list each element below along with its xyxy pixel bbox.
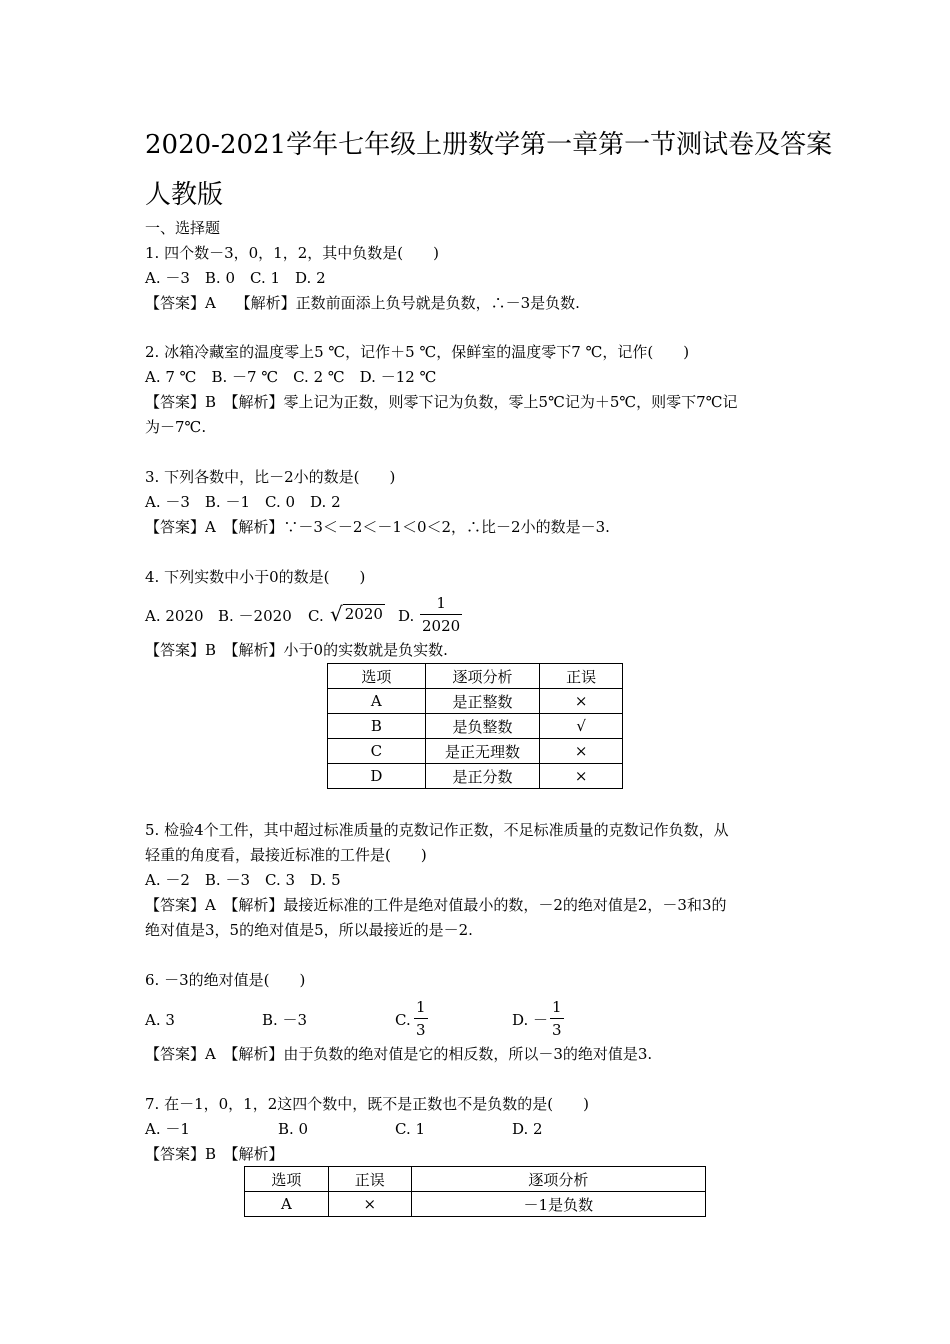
table-cell: × (540, 764, 623, 789)
q4-question: 4. 下列实数中小于0的数是( ) (145, 568, 366, 586)
q6-option-c-fraction (414, 996, 428, 1041)
section-heading: 一、选择题 (145, 219, 221, 237)
q1-question: 1. 四个数－3，0，1，2，其中负数是( ) (145, 244, 439, 262)
q7-option-c: C. 1 (395, 1120, 426, 1138)
q2-answer-line1: 【答案】B 【解析】零上记为正数，则零下记为负数，零上5℃记为＋5℃，则零下7℃记 (145, 393, 738, 411)
table-row (328, 714, 623, 739)
q4-option-d-label: D. (398, 607, 415, 625)
q4-option-d-denominator: 2020 (422, 617, 461, 635)
table-header-cell: 逐项分析 (411, 1167, 705, 1192)
q3-answer: 【答案】A 【解析】∵－3＜－2＜－1＜0＜2，∴比－2小的数是－3. (145, 518, 610, 536)
q5-question-line2: 轻重的角度看，最接近标准的工件是( ) (145, 846, 427, 864)
q4-option-c-sqrt: √ 2020 (330, 601, 383, 626)
q7-answer: 【答案】B 【解析】 (145, 1145, 284, 1163)
table-row (328, 764, 623, 789)
table-cell: B (328, 714, 426, 739)
q4-option-d-numerator: 1 (436, 594, 446, 612)
document-title-line2: 人教版 (145, 180, 224, 210)
table-header-cell: 正误 (540, 664, 623, 689)
table-header-cell: 选项 (245, 1167, 329, 1192)
q4-answer: 【答案】B 【解析】小于0的实数就是负实数. (145, 641, 448, 659)
document-title-line1: 2020-2021学年七年级上册数学第一章第一节测试卷及答案 (145, 130, 833, 160)
q4-analysis-table (327, 663, 623, 789)
q5-answer-line2: 绝对值是3，5的绝对值是5，所以最接近的是－2. (145, 921, 473, 939)
table-cell: A (328, 689, 426, 714)
table-cell: × (540, 739, 623, 764)
table-cell: 是正分数 (425, 764, 540, 789)
q6-question: 6. －3的绝对值是( ) (145, 971, 306, 989)
table-cell: 是正整数 (425, 689, 540, 714)
q6-option-d-numerator: 1 (552, 998, 562, 1016)
table-header-cell: 选项 (328, 664, 426, 689)
q3-options: A. －3 B. －1 C. 0 D. 2 (145, 493, 341, 511)
q2-options: A. 7 ℃ B. －7 ℃ C. 2 ℃ D. －12 ℃ (145, 368, 437, 386)
q6-option-c-label: C. (395, 1011, 411, 1029)
q6-answer: 【答案】A 【解析】由于负数的绝对值是它的相反数，所以－3的绝对值是3. (145, 1045, 653, 1063)
q4-option-b: B. －2020 (218, 607, 292, 625)
q2-question: 2. 冰箱冷藏室的温度零上5 ℃，记作＋5 ℃，保鲜室的温度零下7 ℃，记作( ) (145, 343, 690, 361)
q6-option-d-denominator: 3 (552, 1021, 562, 1039)
table-cell: × (540, 689, 623, 714)
q7-option-a: A. －1 (145, 1120, 190, 1138)
q7-option-b: B. 0 (278, 1120, 309, 1138)
q7-analysis-table (244, 1166, 706, 1217)
q7-question: 7. 在－1，0，1，2这四个数中，既不是正数也不是负数的是( ) (145, 1095, 589, 1113)
table-cell: 是负整数 (425, 714, 540, 739)
q4-option-c-radicand: 2020 (344, 605, 383, 623)
q5-options: A. －2 B. －3 C. 3 D. 5 (145, 871, 341, 889)
table-row (328, 689, 623, 714)
table-row (328, 739, 623, 764)
q2-answer-line2: 为－7℃. (145, 418, 207, 436)
table-header-row (328, 664, 623, 689)
table-cell: －1是负数 (411, 1192, 705, 1217)
table-header-row (245, 1167, 706, 1192)
table-row (245, 1192, 706, 1217)
q6-option-d-label: D. － (512, 1011, 549, 1029)
q7-option-d: D. 2 (512, 1120, 543, 1138)
q6-option-b: B. －3 (262, 1011, 308, 1029)
q1-options: A. －3 B. 0 C. 1 D. 2 (145, 269, 326, 287)
table-header-cell: 逐项分析 (425, 664, 540, 689)
table-cell: × (328, 1192, 411, 1217)
table-cell: D (328, 764, 426, 789)
q1-answer: 【答案】A 【解析】正数前面添上负号就是负数，∴－3是负数. (145, 294, 580, 312)
q4-option-c-label: C. (308, 607, 324, 625)
table-cell: C (328, 739, 426, 764)
q4-option-d-fraction (420, 592, 462, 637)
q6-option-c-numerator: 1 (416, 998, 426, 1016)
q4-option-a: A. 2020 (145, 607, 204, 625)
q5-question-line1: 5. 检验4个工件，其中超过标准质量的克数记作正数，不足标准质量的克数记作负数，从 (145, 821, 729, 839)
table-header-cell: 正误 (328, 1167, 411, 1192)
table-cell: 是正无理数 (425, 739, 540, 764)
table-cell: A (245, 1192, 329, 1217)
q5-answer-line1: 【答案】A 【解析】最接近标准的工件是绝对值最小的数，－2的绝对值是2，－3和3的 (145, 896, 727, 914)
q6-option-c-denominator: 3 (416, 1021, 426, 1039)
q3-question: 3. 下列各数中，比－2小的数是( ) (145, 468, 396, 486)
table-cell: √ (540, 714, 623, 739)
q6-option-a: A. 3 (145, 1011, 175, 1029)
q6-option-d-fraction (550, 996, 564, 1041)
